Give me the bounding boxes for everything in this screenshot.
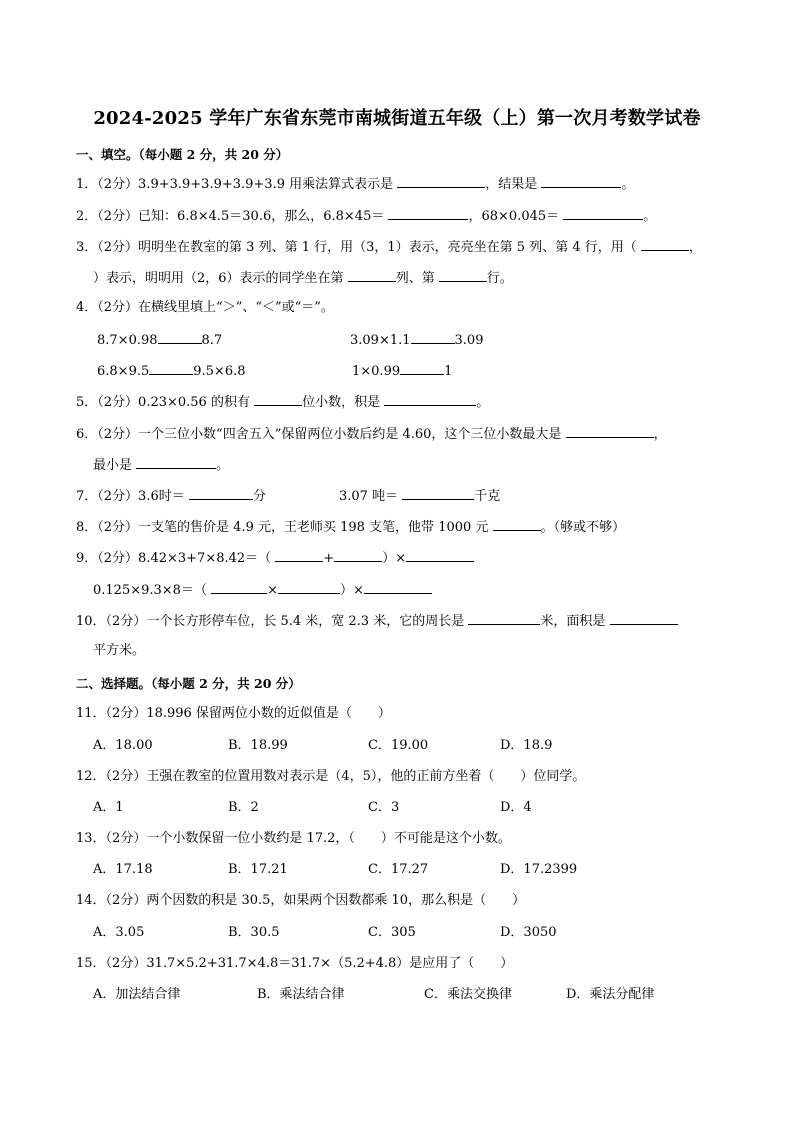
option-b[interactable]: B．2 bbox=[228, 800, 259, 815]
question-2: 2．（2分）已知：6.8×4.5＝30.6，那么，6.8×45＝ ，68×0.045＝ 。 bbox=[76, 206, 656, 226]
option-a[interactable]: A．加法结合律 bbox=[93, 987, 181, 1002]
answer-blank[interactable] bbox=[566, 424, 654, 438]
option-b[interactable]: B．乘法结合律 bbox=[257, 987, 345, 1002]
question-5: 5．（2分）0.23×0.56 的积有 位小数，积是 。 bbox=[76, 392, 489, 412]
question-10-line-2: 平方米。 bbox=[93, 643, 146, 658]
question-3-line-1: 3．（2分）明明坐在教室的第 3 列、第 1 行，用（3，1）表示，亮亮坐在第 5 列、第 4 行，用（ ， bbox=[76, 237, 702, 257]
section-heading-fill-blank: 一、填空。（每小题 2 分，共 20 分） bbox=[76, 147, 289, 162]
question-9-line-2: 0.125×9.3×8＝（ × ）× bbox=[93, 580, 432, 600]
compare-item: 3.09×1.1 3.09 bbox=[350, 330, 483, 350]
answer-blank[interactable] bbox=[384, 392, 476, 406]
answer-blank[interactable] bbox=[402, 486, 474, 500]
answer-blank[interactable] bbox=[275, 548, 323, 562]
answer-blank[interactable] bbox=[211, 580, 267, 594]
option-d[interactable]: D．4 bbox=[500, 800, 532, 815]
question-4: 4．（2分）在横线里填上“＞”、“＜”或“＝”。 bbox=[76, 300, 334, 315]
answer-blank[interactable] bbox=[439, 268, 487, 282]
option-d[interactable]: D．17.2399 bbox=[500, 862, 578, 877]
answer-blank[interactable] bbox=[400, 361, 444, 375]
answer-blank[interactable] bbox=[278, 580, 340, 594]
question-10-line-1: 10．（2分）一个长方形停车位，长 5.4 米，宽 2.3 米，它的周长是 米，面积是 bbox=[76, 611, 678, 631]
answer-blank[interactable] bbox=[610, 611, 678, 625]
option-c[interactable]: C．19.00 bbox=[368, 738, 429, 753]
question-9-line-1: 9．（2分）8.42×3+7×8.42＝（ + ）× bbox=[76, 548, 474, 568]
option-a[interactable]: A．17.18 bbox=[93, 862, 153, 877]
question-7-part-2: 3.07 吨＝ 千克 bbox=[339, 486, 500, 506]
option-c[interactable]: C．3 bbox=[368, 800, 400, 815]
answer-blank[interactable] bbox=[468, 611, 540, 625]
option-b[interactable]: B．30.5 bbox=[228, 925, 280, 940]
question-8: 8．（2分）一支笔的售价是 4.9 元，王老师买 198 支笔，他带 1000 元 。（够或不够） bbox=[76, 517, 625, 537]
answer-blank[interactable] bbox=[411, 330, 455, 344]
question-6-line-1: 6．（2分）一个三位小数“四舍五入”保留两位小数后约是 4.60，这个三位小数最大是 ， bbox=[76, 424, 667, 444]
option-c[interactable]: C．305 bbox=[368, 925, 416, 940]
answer-blank[interactable] bbox=[136, 455, 216, 469]
question-12: 12．（2分）王强在教室的位置用数对表示是（4，5），他的正前方坐着（ ）位同学。 bbox=[76, 769, 586, 784]
answer-blank[interactable] bbox=[158, 330, 202, 344]
option-d[interactable]: D．18.9 bbox=[500, 738, 553, 753]
question-14: 14．（2分）两个因数的积是 30.5，如果两个因数都乘 10，那么积是（ ） bbox=[76, 893, 526, 908]
answer-blank[interactable] bbox=[254, 392, 302, 406]
option-a[interactable]: A．18.00 bbox=[93, 738, 153, 753]
question-6-line-2: 最小是 。 bbox=[93, 455, 229, 475]
section-heading-multiple-choice: 二、选择题。（每小题 2 分，共 20 分） bbox=[76, 676, 301, 691]
answer-blank[interactable] bbox=[563, 206, 643, 220]
answer-blank[interactable] bbox=[348, 268, 396, 282]
question-3-line-2: ）表示，明明用（2，6）表示的同学坐在第 列、第 行。 bbox=[93, 268, 513, 288]
answer-blank[interactable] bbox=[641, 237, 689, 251]
compare-item: 1×0.99 1 bbox=[352, 361, 452, 381]
answer-blank[interactable] bbox=[334, 548, 382, 562]
option-c[interactable]: C．17.27 bbox=[368, 862, 429, 877]
answer-blank[interactable] bbox=[541, 174, 621, 188]
question-7: 7．（2分）3.6时＝ 分 bbox=[76, 486, 266, 506]
option-b[interactable]: B．17.21 bbox=[228, 862, 288, 877]
option-d[interactable]: D．乘法分配律 bbox=[566, 987, 655, 1002]
question-13: 13．（2分）一个小数保留一位小数约是 17.2，（ ）不可能是这个小数。 bbox=[76, 831, 511, 846]
answer-blank[interactable] bbox=[493, 517, 541, 531]
answer-blank[interactable] bbox=[406, 548, 474, 562]
option-a[interactable]: A．1 bbox=[93, 800, 124, 815]
option-b[interactable]: B．18.99 bbox=[228, 738, 288, 753]
answer-blank[interactable] bbox=[189, 486, 253, 500]
question-1: 1．（2分）3.9+3.9+3.9+3.9+3.9 用乘法算式表示是 ，结果是 。 bbox=[76, 174, 634, 194]
option-c[interactable]: C．乘法交换律 bbox=[424, 987, 512, 1002]
question-11: 11．（2分）18.996 保留两位小数的近似值是（ ） bbox=[76, 706, 391, 721]
answer-blank[interactable] bbox=[388, 206, 468, 220]
compare-item: 6.8×9.5 9.5×6.8 bbox=[97, 361, 246, 381]
compare-item: 8.7×0.98 8.7 bbox=[97, 330, 222, 350]
page-title: 2024-2025 学年广东省东莞市南城街道五年级（上）第一次月考数学试卷 bbox=[93, 108, 701, 129]
answer-blank[interactable] bbox=[364, 580, 432, 594]
option-d[interactable]: D．3050 bbox=[500, 925, 557, 940]
question-15: 15．（2分）31.7×5.2+31.7×4.8＝31.7×（5.2+4.8）是应用了（ ） bbox=[76, 956, 514, 971]
answer-blank[interactable] bbox=[149, 361, 193, 375]
option-a[interactable]: A．3.05 bbox=[93, 925, 145, 940]
answer-blank[interactable] bbox=[397, 174, 485, 188]
